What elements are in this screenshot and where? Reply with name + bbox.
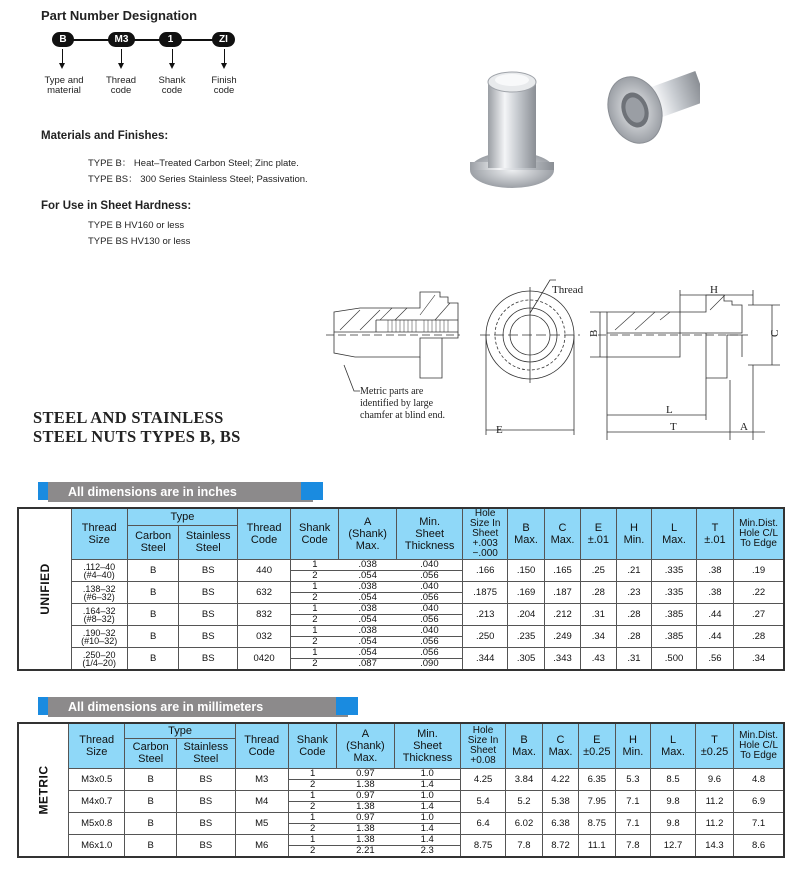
shank-cell: 2: [291, 659, 339, 671]
e-cell: 6.35: [579, 768, 616, 790]
dist-cell: .28: [734, 626, 784, 648]
stainless-cell: BS: [176, 812, 235, 834]
hole-cell: 4.25: [461, 768, 506, 790]
part-number-title: Part Number Designation: [41, 8, 198, 23]
svg-text:H: H: [710, 284, 718, 296]
e-cell: 7.95: [579, 790, 616, 812]
code-label-shank: Shank code: [158, 75, 186, 96]
carbon-cell: B: [127, 582, 178, 604]
table-row: [18, 834, 784, 845]
header-thread-size: Thread Size: [71, 508, 127, 560]
b-cell: .204: [508, 604, 545, 626]
sheet-cell: .056: [397, 571, 463, 582]
c-cell: .212: [545, 604, 581, 626]
table-row: [18, 604, 784, 615]
a-cell: 1.38: [336, 801, 394, 812]
sheet-cell: .040: [397, 626, 463, 637]
h-cell: .21: [616, 560, 652, 582]
materials-line: TYPE BS： 300 Series Stainless Steel; Passivation.: [88, 174, 308, 185]
shank-cell: 1: [291, 582, 339, 593]
sheet-cell: 1.0: [394, 790, 460, 801]
banner-square: [336, 697, 358, 715]
thread-code-cell: M5: [235, 812, 288, 834]
hole-cell: 6.4: [461, 812, 506, 834]
table-row: [18, 582, 784, 593]
thread-code-cell: 0420: [238, 648, 291, 671]
e-cell: .28: [581, 582, 617, 604]
sheet-cell: 1.4: [394, 823, 460, 834]
header-a-shank-max: A (Shank) Max.: [336, 723, 394, 768]
header-e-tol: E ±.01: [581, 508, 617, 560]
h-cell: 5.3: [615, 768, 651, 790]
thread-size-cell: M6x1.0: [69, 834, 125, 857]
carbon-cell: B: [127, 648, 178, 671]
product-photo: [470, 60, 700, 210]
header-carbon-steel: Carbon Steel: [125, 738, 177, 768]
code-label-type: Type and material: [44, 75, 84, 96]
shank-cell: 2: [288, 845, 336, 857]
a-cell: .054: [339, 648, 397, 659]
dist-cell: 7.1: [734, 812, 784, 834]
header-thread-code: Thread Code: [235, 723, 288, 768]
header-type: Type: [125, 723, 235, 738]
a-cell: .038: [339, 582, 397, 593]
h-cell: .23: [616, 582, 652, 604]
materials-line: TYPE B： Heat–Treated Carbon Steel; Zinc plate.: [88, 158, 299, 169]
header-b-max: B Max.: [508, 508, 545, 560]
technical-drawing: [320, 275, 800, 445]
svg-text:chamfer at blind end.: chamfer at blind end.: [360, 410, 445, 421]
hole-cell: .166: [463, 560, 508, 582]
sheet-cell: 1.0: [394, 768, 460, 779]
code-label-finish: Finish code: [211, 75, 237, 96]
sheet-cell: .090: [397, 659, 463, 671]
code-pill-finish: ZI: [212, 32, 235, 47]
stainless-cell: BS: [176, 834, 235, 857]
shank-cell: 1: [288, 834, 336, 845]
e-cell: .43: [581, 648, 617, 671]
header-l-max: L Max.: [652, 508, 697, 560]
l-cell: 9.8: [651, 812, 696, 834]
shank-cell: 2: [291, 615, 339, 626]
header-e-tol: E ±0.25: [579, 723, 616, 768]
dist-cell: .27: [734, 604, 784, 626]
thread-size-cell: .164–32 (#8–32): [71, 604, 127, 626]
svg-text:T: T: [670, 421, 677, 433]
dist-cell: 4.8: [734, 768, 784, 790]
code-label-thread: Thread code: [105, 75, 137, 96]
t-cell: .56: [696, 648, 733, 671]
b-cell: .150: [508, 560, 545, 582]
stainless-cell: BS: [176, 768, 235, 790]
a-cell: 2.21: [336, 845, 394, 857]
header-hole-size: Hole Size In Sheet +.003 −.000: [463, 508, 508, 560]
dist-cell: .34: [734, 648, 784, 671]
carbon-cell: B: [127, 604, 178, 626]
table-row: [18, 648, 784, 659]
h-cell: .31: [616, 648, 652, 671]
dist-cell: .22: [734, 582, 784, 604]
header-thread-size: Thread Size: [69, 723, 125, 768]
shank-cell: 2: [288, 801, 336, 812]
shank-cell: 1: [288, 812, 336, 823]
hole-cell: .213: [463, 604, 508, 626]
svg-text:L: L: [666, 404, 673, 416]
dist-cell: .19: [734, 560, 784, 582]
thread-code-cell: 632: [238, 582, 291, 604]
l-cell: .335: [652, 582, 697, 604]
sheet-cell: .040: [397, 604, 463, 615]
header-min-sheet-thickness: Min. Sheet Thickness: [397, 508, 463, 560]
a-cell: .054: [339, 615, 397, 626]
e-cell: .34: [581, 626, 617, 648]
shank-cell: 2: [288, 823, 336, 834]
thread-code-cell: 832: [238, 604, 291, 626]
thread-code-cell: 032: [238, 626, 291, 648]
svg-text:Thread: Thread: [552, 284, 584, 296]
c-cell: 6.38: [542, 812, 578, 834]
dist-cell: 6.9: [734, 790, 784, 812]
h-cell: 7.1: [615, 812, 651, 834]
a-cell: .038: [339, 560, 397, 571]
svg-text:B: B: [588, 329, 600, 337]
t-cell: .44: [696, 604, 733, 626]
b-cell: 7.8: [506, 834, 543, 857]
a-cell: .054: [339, 571, 397, 582]
shank-cell: 2: [291, 571, 339, 582]
b-cell: 3.84: [506, 768, 543, 790]
inches-banner: All dimensions are in inches: [38, 482, 323, 502]
shank-cell: 1: [291, 626, 339, 637]
hole-cell: 5.4: [461, 790, 506, 812]
b-cell: 5.2: [506, 790, 543, 812]
arrow-down-icon: [172, 49, 173, 66]
header-c-max: C Max.: [542, 723, 578, 768]
a-cell: 1.38: [336, 779, 394, 790]
thread-size-cell: M3x0.5: [69, 768, 125, 790]
l-cell: .385: [652, 626, 697, 648]
header-min-dist: Min.Dist. Hole C/L To Edge: [734, 723, 784, 768]
e-cell: 11.1: [579, 834, 616, 857]
l-cell: 8.5: [651, 768, 696, 790]
a-cell: .054: [339, 637, 397, 648]
hole-cell: .250: [463, 626, 508, 648]
table-row: [18, 790, 784, 801]
carbon-cell: B: [125, 834, 177, 857]
thread-size-cell: .190–32 (#10–32): [71, 626, 127, 648]
c-cell: .343: [545, 648, 581, 671]
a-cell: 0.97: [336, 768, 394, 779]
carbon-cell: B: [127, 560, 178, 582]
header-h-min: H Min.: [616, 508, 652, 560]
t-cell: .38: [696, 560, 733, 582]
hardness-title: For Use in Sheet Hardness:: [41, 200, 192, 212]
shank-cell: 1: [288, 790, 336, 801]
h-cell: .28: [616, 626, 652, 648]
code-pill-shank: 1: [159, 32, 182, 47]
header-l-max: L Max.: [651, 723, 696, 768]
c-cell: 5.38: [542, 790, 578, 812]
header-stainless-steel: Stainless Steel: [179, 525, 238, 559]
t-cell: 14.3: [695, 834, 733, 857]
stainless-cell: BS: [179, 626, 238, 648]
l-cell: .500: [652, 648, 697, 671]
sheet-cell: .056: [397, 615, 463, 626]
thread-size-cell: .138–32 (#6–32): [71, 582, 127, 604]
arrow-down-icon: [62, 49, 63, 66]
a-cell: .038: [339, 604, 397, 615]
thread-code-cell: M6: [235, 834, 288, 857]
table-row: [18, 812, 784, 823]
c-cell: .249: [545, 626, 581, 648]
a-cell: .038: [339, 626, 397, 637]
carbon-cell: B: [125, 790, 177, 812]
e-cell: .31: [581, 604, 617, 626]
shank-cell: 2: [291, 637, 339, 648]
arrow-down-icon: [121, 49, 122, 66]
c-cell: .165: [545, 560, 581, 582]
t-cell: 9.6: [695, 768, 733, 790]
unified-side-label: UNIFIED: [18, 508, 71, 670]
banner-square: [301, 482, 323, 500]
sheet-cell: 1.0: [394, 812, 460, 823]
b-cell: .235: [508, 626, 545, 648]
t-cell: 11.2: [695, 812, 733, 834]
dist-cell: 8.6: [734, 834, 784, 857]
shank-cell: 2: [291, 593, 339, 604]
a-cell: .087: [339, 659, 397, 671]
metric-dimensions-table: [17, 722, 785, 858]
b-cell: .169: [508, 582, 545, 604]
header-min-sheet-thickness: Min. Sheet Thickness: [394, 723, 460, 768]
header-t-tol: T ±.01: [696, 508, 733, 560]
header-type: Type: [127, 508, 237, 525]
sheet-cell: .056: [397, 593, 463, 604]
thread-size-cell: M5x0.8: [69, 812, 125, 834]
stainless-cell: BS: [179, 648, 238, 671]
header-hole-size: Hole Size In Sheet +0.08: [461, 723, 506, 768]
metric-side-label: METRIC: [18, 723, 69, 857]
svg-text:E: E: [496, 424, 503, 436]
sheet-cell: 1.4: [394, 779, 460, 790]
e-cell: .25: [581, 560, 617, 582]
header-h-min: H Min.: [615, 723, 651, 768]
sheet-cell: .056: [397, 637, 463, 648]
carbon-cell: B: [125, 812, 177, 834]
hole-cell: .1875: [463, 582, 508, 604]
svg-text:C: C: [769, 329, 781, 337]
main-title: STEEL AND STAINLESS STEEL NUTS TYPES B, BS: [33, 408, 241, 446]
sheet-cell: .040: [397, 560, 463, 571]
thread-size-cell: M4x0.7: [69, 790, 125, 812]
a-cell: .054: [339, 593, 397, 604]
thread-code-cell: M3: [235, 768, 288, 790]
sheet-cell: 1.4: [394, 801, 460, 812]
header-shank-code: Shank Code: [288, 723, 336, 768]
b-cell: 6.02: [506, 812, 543, 834]
a-cell: 0.97: [336, 812, 394, 823]
e-cell: 8.75: [579, 812, 616, 834]
carbon-cell: B: [125, 768, 177, 790]
a-cell: 0.97: [336, 790, 394, 801]
c-cell: 4.22: [542, 768, 578, 790]
thread-size-cell: .112–40 (#4–40): [71, 560, 127, 582]
header-shank-code: Shank Code: [291, 508, 339, 560]
unified-dimensions-table: [17, 507, 785, 671]
l-cell: .335: [652, 560, 697, 582]
table-row: [18, 768, 784, 779]
a-cell: 1.38: [336, 823, 394, 834]
designation-connector-line: [60, 39, 225, 41]
hole-cell: .344: [463, 648, 508, 671]
t-cell: .44: [696, 626, 733, 648]
millimeters-banner: All dimensions are in millimeters: [38, 697, 358, 717]
stainless-cell: BS: [179, 604, 238, 626]
sheet-cell: .056: [397, 648, 463, 659]
code-pill-thread: M3: [108, 32, 135, 47]
stainless-cell: BS: [179, 560, 238, 582]
l-cell: 9.8: [651, 790, 696, 812]
header-thread-code: Thread Code: [238, 508, 291, 560]
svg-text:identified by large: identified by large: [360, 398, 434, 409]
h-cell: 7.1: [615, 790, 651, 812]
header-c-max: C Max.: [545, 508, 581, 560]
t-cell: 11.2: [695, 790, 733, 812]
a-cell: 1.38: [336, 834, 394, 845]
shank-cell: 1: [291, 560, 339, 571]
thread-code-cell: 440: [238, 560, 291, 582]
header-carbon-steel: Carbon Steel: [127, 525, 178, 559]
shank-cell: 1: [291, 604, 339, 615]
header-a-shank-max: A (Shank) Max.: [339, 508, 397, 560]
header-b-max: B Max.: [506, 723, 543, 768]
svg-text:A: A: [740, 421, 748, 433]
sheet-cell: 1.4: [394, 834, 460, 845]
h-cell: 7.8: [615, 834, 651, 857]
stainless-cell: BS: [176, 790, 235, 812]
header-stainless-steel: Stainless Steel: [176, 738, 235, 768]
shank-cell: 1: [288, 768, 336, 779]
svg-text:Metric parts are: Metric parts are: [360, 386, 424, 397]
h-cell: .28: [616, 604, 652, 626]
sheet-cell: .040: [397, 582, 463, 593]
carbon-cell: B: [127, 626, 178, 648]
hole-cell: 8.75: [461, 834, 506, 857]
header-t-tol: T ±0.25: [695, 723, 733, 768]
table-row: [18, 626, 784, 637]
shank-cell: 2: [288, 779, 336, 790]
t-cell: .38: [696, 582, 733, 604]
c-cell: .187: [545, 582, 581, 604]
code-pill-type: B: [52, 32, 74, 47]
thread-code-cell: M4: [235, 790, 288, 812]
c-cell: 8.72: [542, 834, 578, 857]
arrow-down-icon: [224, 49, 225, 66]
b-cell: .305: [508, 648, 545, 671]
hardness-line: TYPE B HV160 or less: [88, 220, 185, 231]
shank-cell: 1: [291, 648, 339, 659]
sheet-cell: 2.3: [394, 845, 460, 857]
l-cell: 12.7: [651, 834, 696, 857]
header-min-dist: Min.Dist. Hole C/L To Edge: [734, 508, 784, 560]
hardness-line: TYPE BS HV130 or less: [88, 236, 191, 247]
table-row: [18, 560, 784, 571]
l-cell: .385: [652, 604, 697, 626]
thread-size-cell: .250–20 (1/4–20): [71, 648, 127, 671]
stainless-cell: BS: [179, 582, 238, 604]
materials-title: Materials and Finishes:: [41, 130, 169, 142]
